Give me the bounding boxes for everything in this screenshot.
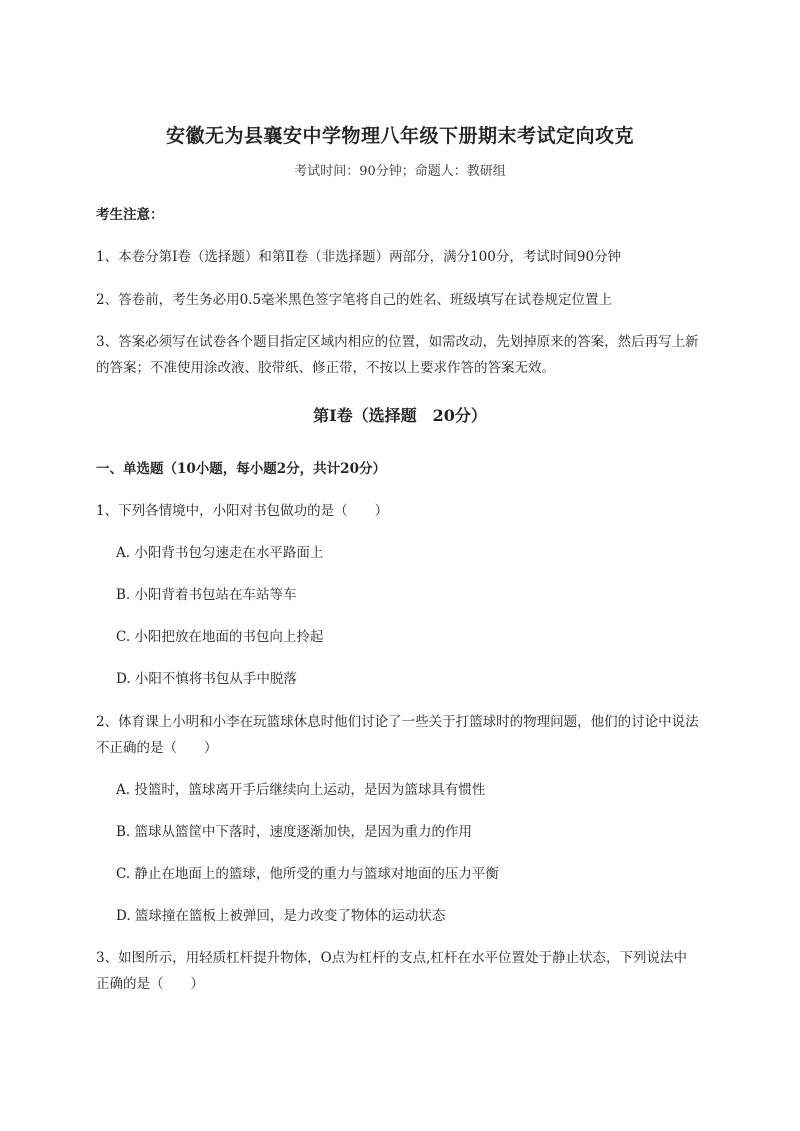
question-2-option-a: A. 投篮时，篮球离开手后继续向上运动，是因为篮球具有惯性 (116, 782, 486, 798)
question-3-stem: 3、如图所示，用轻质杠杆提升物体，O点为杠杆的支点,杠杆在水平位置处于静止状态，下列说法中 (96, 950, 687, 966)
question-2-stem: 不正确的是（ ） (96, 740, 218, 756)
notice-heading: 考生注意： (96, 207, 164, 223)
question-2-stem: 2、体育课上小明和小李在玩篮球休息时他们讨论了一些关于打篮球时的物理问题，他们的讨论中说法 (96, 714, 699, 730)
question-2-option-d: D. 篮球撞在篮板上被弹回，是力改变了物体的运动状态 (116, 908, 446, 924)
question-2-option-c: C. 静止在地面上的篮球，他所受的重力与篮球对地面的压力平衡 (116, 866, 499, 882)
question-1-option-b: B. 小阳背着书包站在车站等车 (116, 587, 297, 603)
question-1-option-a: A. 小阳背书包匀速走在水平路面上 (116, 545, 324, 561)
question-1-option-c: C. 小阳把放在地面的书包向上拎起 (116, 629, 324, 645)
notice-item: 1、本卷分第Ⅰ卷（选择题）和第Ⅱ卷（非选择题）两部分，满分100分，考试时间90分钟 (96, 249, 622, 265)
notice-item: 的答案；不准使用涂改液、胶带纸、修正带，不按以上要求作答的答案无效。 (96, 360, 555, 376)
section-title: 第Ⅰ卷（选择题 20分） (313, 406, 487, 425)
question-2-option-b: B. 篮球从篮筐中下落时，速度逐渐加快，是因为重力的作用 (116, 824, 473, 840)
question-1-option-d: D. 小阳不慎将书包从手中脱落 (116, 671, 297, 687)
notice-item: 2、答卷前，考生务必用0.5毫米黑色签字笔将自己的姓名、班级填写在试卷规定位置上 (96, 292, 613, 308)
question-3-stem: 正确的是（ ） (96, 976, 204, 992)
notice-item: 3、答案必须写在试卷各个题目指定区域内相应的位置，如需改动，先划掉原来的答案，然后再写上新 (96, 334, 699, 350)
exam-title: 安徽无为县襄安中学物理八年级下册期末考试定向攻克 (165, 125, 634, 147)
part-heading: 一、单选题（10小题，每小题2分，共计20分） (96, 461, 386, 477)
exam-subtitle: 考试时间：90分钟；命题人：教研组 (294, 164, 506, 179)
question-1-stem: 1、下列各情境中，小阳对书包做功的是（ ） (96, 503, 389, 519)
